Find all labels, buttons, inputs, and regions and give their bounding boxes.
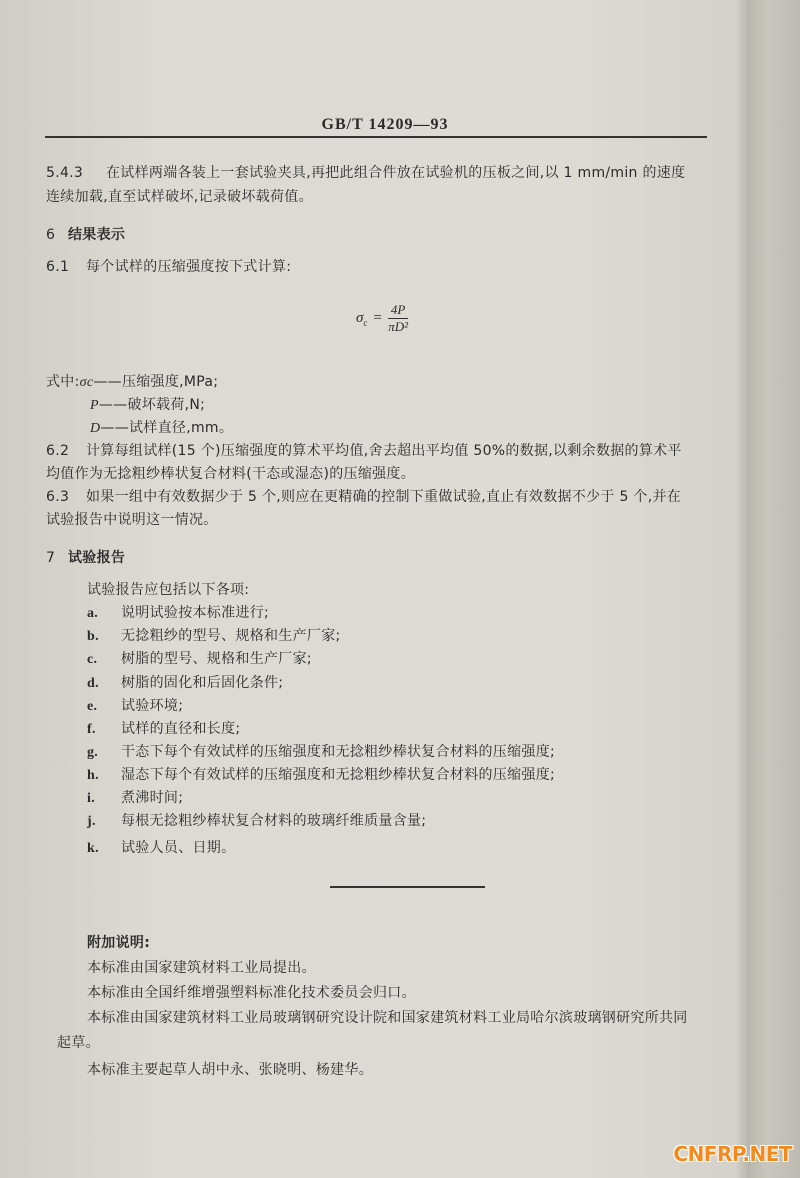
item-label: i. (87, 791, 95, 806)
report-item (87, 720, 240, 739)
item-label: k. (87, 841, 99, 856)
note-line: 本标准主要起草人胡中永、张晓明、杨建华。 (87, 1062, 373, 1078)
item-label: a. (87, 606, 99, 621)
item-text: 试样的直径和长度; (121, 721, 241, 737)
clause-text: 每个试样的压缩强度按下式计算: (86, 259, 292, 275)
section-number: 7 (46, 550, 56, 566)
clause-text: 在试样两端各装上一套试验夹具,再把此组合件放在试验机的压板之间,以 1 mm/min 的速度 (106, 165, 686, 181)
note-line: 本标准由国家建筑材料工业局玻璃钢研究设计院和国家建筑材料工业局哈尔滨玻璃钢研究所共同 (87, 1010, 688, 1026)
symbol-desc: ——破坏载荷,N; (98, 397, 206, 413)
clause-6-3-cont: 试验报告中说明这一情况。 (46, 512, 218, 528)
report-item (87, 789, 183, 808)
section-7-heading (46, 549, 125, 567)
symbol-desc: ——试样直径,mm。 (100, 420, 234, 436)
item-label: c. (87, 652, 98, 667)
item-label: f. (87, 722, 96, 737)
item-text: 树脂的型号、规格和生产厂家; (121, 651, 312, 667)
watermark-logo: CNFRP.NET (673, 1142, 792, 1166)
clause-5-4-3 (46, 164, 685, 182)
symbol-desc: ——压缩强度,MPa; (93, 374, 219, 390)
item-label: h. (87, 768, 99, 783)
item-text: 每根无捻粗纱棒状复合材料的玻璃纤维质量含量; (121, 813, 427, 829)
report-item (87, 604, 269, 623)
report-item (87, 839, 235, 858)
item-text: 湿态下每个有效试样的压缩强度和无捻粗纱棒状复合材料的压缩强度; (121, 767, 556, 783)
clause-6-3 (46, 488, 681, 506)
item-label: b. (87, 629, 99, 644)
section-number: 6 (46, 227, 56, 243)
report-item (87, 766, 555, 785)
standard-number-header: GB/T 14209—93 (321, 116, 449, 133)
compressive-strength-formula (356, 302, 408, 335)
item-text: 试验环境; (121, 698, 184, 714)
where-line-2 (90, 396, 205, 415)
clause-number: 5.4.3 (46, 165, 84, 181)
item-label: j. (87, 814, 96, 829)
symbol: σc (79, 375, 94, 390)
report-item (87, 674, 283, 693)
formula-subscript: c (363, 317, 368, 328)
where-line-3 (90, 419, 233, 438)
clause-6-2-cont: 均值作为无捻粗纱棒状复合材料(干态或湿态)的压缩强度。 (46, 466, 416, 482)
clause-text: 如果一组中有效数据少于 5 个,则应在更精确的控制下重做试验,直止有效数据不少于 5 个,并在 (86, 489, 682, 505)
clause-6-2 (46, 442, 682, 460)
report-item (87, 743, 555, 762)
note-line: 起草。 (57, 1035, 100, 1051)
item-label: g. (87, 745, 99, 760)
item-label: d. (87, 676, 99, 691)
section-title: 试验报告 (68, 550, 126, 566)
symbol: D (90, 421, 101, 436)
report-item (87, 812, 426, 831)
where-intro: 式中: (46, 374, 80, 390)
report-item (87, 650, 312, 669)
clause-number: 6.2 (46, 443, 70, 459)
symbol: P (90, 398, 99, 413)
clause-5-4-3-cont: 连续加载,直至试样破坏,记录破坏载荷值。 (46, 189, 313, 205)
item-label: e. (87, 699, 98, 714)
clause-number: 6.1 (46, 259, 70, 275)
note-line: 本标准由国家建筑材料工业局提出。 (87, 960, 316, 976)
end-rule (330, 886, 485, 888)
notes-title: 附加说明: (87, 935, 151, 951)
report-intro: 试验报告应包括以下各项: (87, 582, 250, 598)
report-item (87, 627, 341, 646)
item-text: 干态下每个有效试样的压缩强度和无捻粗纱棒状复合材料的压缩强度; (121, 744, 556, 760)
item-text: 煮沸时间; (121, 790, 184, 806)
formula-sigma: σ (356, 309, 364, 326)
clause-number: 6.3 (46, 489, 70, 505)
item-text: 试验人员、日期。 (121, 840, 236, 856)
formula-denominator: πD² (388, 319, 408, 334)
formula-equals: = (373, 310, 382, 326)
formula-numerator: 4P (388, 302, 408, 319)
item-text: 说明试验按本标准进行; (121, 605, 270, 621)
report-item (87, 697, 183, 716)
section-6-heading (46, 226, 125, 244)
item-text: 无捻粗纱的型号、规格和生产厂家; (121, 628, 341, 644)
item-text: 树脂的固化和后固化条件; (121, 675, 284, 691)
formula-fraction (388, 302, 408, 335)
note-line: 本标准由全国纤维增强塑料标准化技术委员会归口。 (87, 985, 416, 1001)
header-rule (45, 136, 707, 138)
section-title: 结果表示 (68, 227, 126, 243)
clause-text: 计算每组试样(15 个)压缩强度的算术平均值,舍去超出平均值 50%的数据,以剩余数据的算术平 (86, 443, 682, 459)
clause-6-1 (46, 258, 291, 276)
where-line-1 (46, 373, 218, 392)
